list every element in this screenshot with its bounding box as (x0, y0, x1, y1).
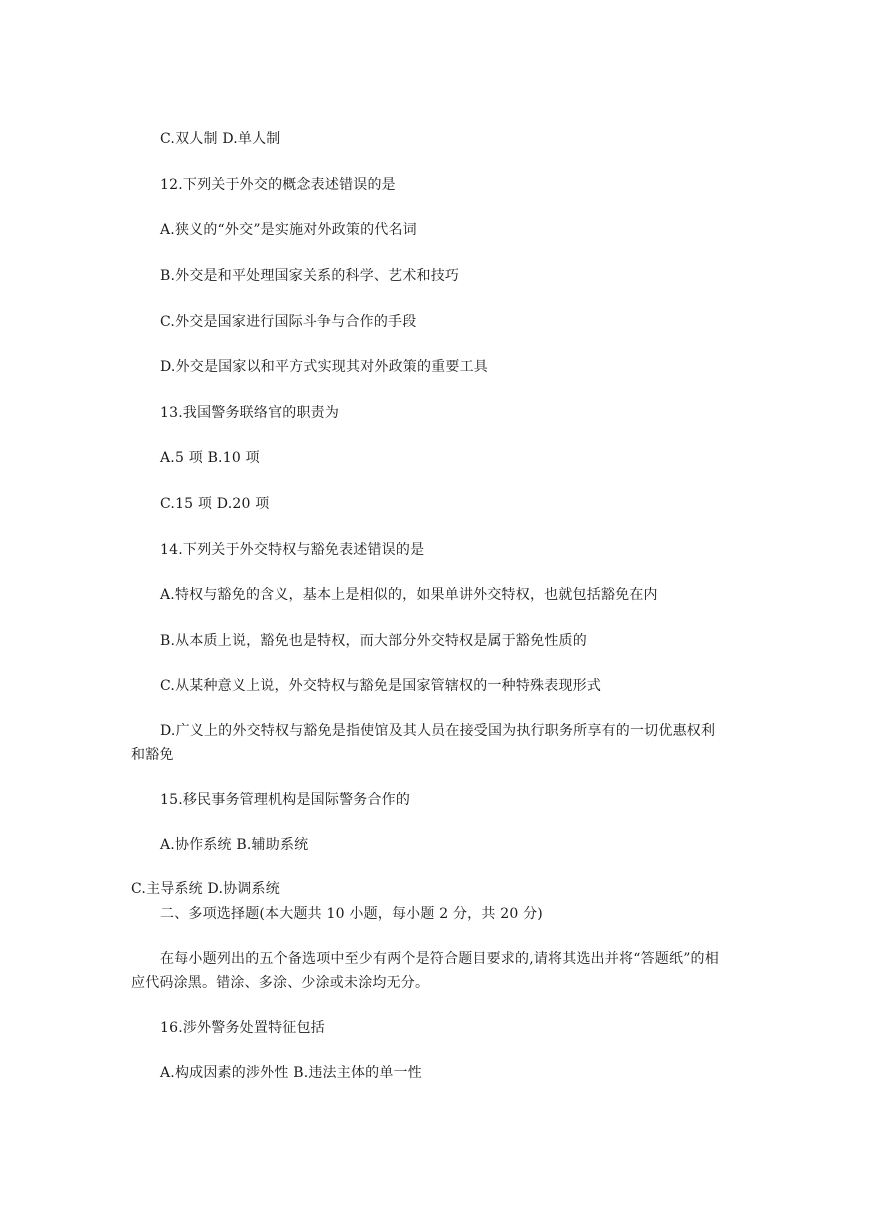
section-instructions: 在每小题列出的五个备选项中至少有两个是符合题目要求的,请将其选出并将“答题纸”的相应代码涂黑。错涂、多涂、少涂或未涂均无分。 (131, 951, 719, 991)
option-14d: D.广义上的外交特权与豁免是指使馆及其人员在接受国为执行职务所享有的一切优惠权利和豁免 (131, 723, 716, 763)
option-16ab: A.构成因素的涉外性 B.违法主体的单一性 (160, 1065, 422, 1081)
option-line-11cd: C.双人制 D.单人制 (160, 131, 281, 147)
option-14a: A.特权与豁免的含义，基本上是相似的，如果单讲外交特权，也就包括豁免在内 (160, 587, 658, 603)
question-14: 14.下列关于外交特权与豁免表述错误的是 (160, 542, 425, 558)
option-15ab: A.协作系统 B.辅助系统 (160, 837, 309, 853)
question-15: 15.移民事务管理机构是国际警务合作的 (160, 792, 411, 808)
question-12: 12.下列关于外交的概念表述错误的是 (160, 177, 396, 193)
option-14c: C.从某种意义上说，外交特权与豁免是国家管辖权的一种特殊表现形式 (160, 678, 602, 694)
option-12b: B.外交是和平处理国家关系的科学、艺术和技巧 (160, 268, 460, 284)
option-15cd: C.主导系统 D.协调系统 (131, 881, 280, 897)
option-12d: D.外交是国家以和平方式实现其对外政策的重要工具 (160, 359, 488, 375)
option-14b: B.从本质上说，豁免也是特权，而大部分外交特权是属于豁免性质的 (160, 633, 587, 649)
option-12a: A.狭义的“外交”是实施对外政策的代名词 (160, 222, 417, 238)
option-13ab: A.5 项 B.10 项 (160, 450, 260, 466)
section-heading-multiple-choice: 二、多项选择题(本大题共 10 小题，每小题 2 分，共 20 分) (160, 906, 543, 922)
option-13cd: C.15 项 D.20 项 (160, 496, 270, 512)
option-12c: C.外交是国家进行国际斗争与合作的手段 (160, 314, 417, 330)
question-16: 16.涉外警务处置特征包括 (160, 1020, 325, 1036)
question-13: 13.我国警务联络官的职责为 (160, 405, 340, 421)
